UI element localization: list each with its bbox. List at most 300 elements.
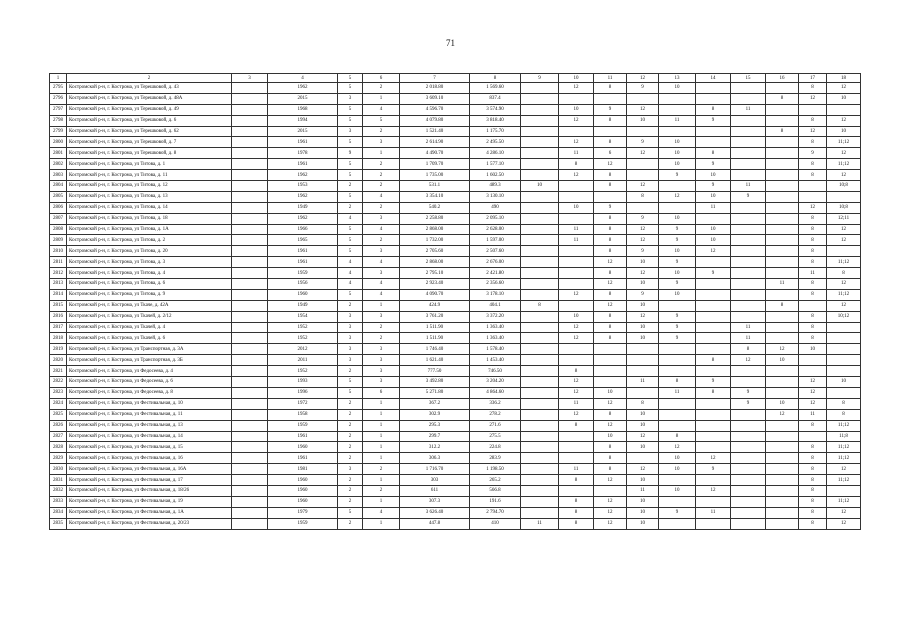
table-cell: 10 bbox=[659, 289, 696, 300]
table-cell bbox=[594, 191, 627, 202]
table-cell: 5 bbox=[338, 507, 363, 518]
table-cell: 12 bbox=[827, 300, 861, 311]
table-cell: 12 bbox=[627, 224, 659, 235]
table-cell: 9 bbox=[659, 507, 696, 518]
table-cell bbox=[232, 377, 268, 388]
table-cell: 12 bbox=[827, 464, 861, 475]
row-number-cell: 2831 bbox=[50, 475, 67, 486]
table-cell: 12;11 bbox=[827, 213, 861, 224]
table-cell: 8 bbox=[799, 83, 827, 94]
table-cell: 11 bbox=[799, 268, 827, 279]
table-row bbox=[50, 93, 861, 104]
table-cell bbox=[559, 257, 594, 268]
table-row bbox=[50, 224, 861, 235]
table-cell bbox=[521, 235, 559, 246]
table-cell: 10 bbox=[594, 387, 627, 398]
address-cell: Костромской р-н, г. Кострома, ул Фестивальная, д. 10 bbox=[67, 398, 232, 409]
table-cell: 8 bbox=[594, 464, 627, 475]
table-cell: 3 bbox=[363, 268, 400, 279]
table-cell bbox=[799, 355, 827, 366]
table-cell: 11 bbox=[766, 279, 799, 290]
table-cell: 8 bbox=[594, 268, 627, 279]
table-cell: 3 bbox=[338, 126, 363, 137]
table-cell: 8 bbox=[594, 322, 627, 333]
table-cell bbox=[232, 420, 268, 431]
table-cell bbox=[659, 93, 696, 104]
table-cell: 1 453.40 bbox=[470, 355, 521, 366]
table-cell: 4 bbox=[363, 191, 400, 202]
table-cell bbox=[827, 191, 861, 202]
address-cell: Костромской р-н, г. Кострома, ул Терешковой, д. 62 bbox=[67, 126, 232, 137]
table-cell: 8 bbox=[799, 518, 827, 529]
table-cell bbox=[766, 442, 799, 453]
table-cell: 3 761.20 bbox=[400, 311, 470, 322]
table-cell: 1961 bbox=[268, 453, 338, 464]
address-cell: Костромской р-н, г. Кострома, ул Ткаче, д. 42А bbox=[67, 300, 232, 311]
table-cell: 1968 bbox=[268, 104, 338, 115]
row-number-cell: 2810 bbox=[50, 246, 67, 257]
table-cell: 1966 bbox=[268, 224, 338, 235]
table-cell: 11;8 bbox=[827, 431, 861, 442]
table-cell: 3 bbox=[363, 377, 400, 388]
table-cell: 1 621.40 bbox=[400, 355, 470, 366]
table-cell bbox=[696, 83, 731, 94]
table-cell: 5 271.80 bbox=[400, 387, 470, 398]
row-number-cell: 2813 bbox=[50, 279, 67, 290]
column-header: 12 bbox=[627, 74, 659, 83]
table-cell: 10 bbox=[594, 431, 627, 442]
table-cell: 404.1 bbox=[470, 300, 521, 311]
address-cell: Костромской р-н, г. Кострома, ул Титова, д. 4 bbox=[67, 268, 232, 279]
table-row bbox=[50, 387, 861, 398]
table-cell: 2 795.10 bbox=[400, 268, 470, 279]
table-cell: 10 bbox=[521, 181, 559, 192]
row-number-cell: 2800 bbox=[50, 137, 67, 148]
table-cell bbox=[232, 366, 268, 377]
table-row bbox=[50, 420, 861, 431]
table-cell bbox=[232, 344, 268, 355]
table-cell: 1 735.00 bbox=[400, 170, 470, 181]
table-cell: 10 bbox=[559, 202, 594, 213]
table-cell: 410 bbox=[470, 518, 521, 529]
table-cell bbox=[521, 268, 559, 279]
table-cell: 8 bbox=[594, 235, 627, 246]
table-cell: 278.2 bbox=[470, 409, 521, 420]
table-cell: 191.6 bbox=[470, 496, 521, 507]
table-cell bbox=[696, 518, 731, 529]
table-cell: 8 bbox=[521, 300, 559, 311]
table-cell: 2 bbox=[363, 322, 400, 333]
table-cell bbox=[232, 311, 268, 322]
table-cell: 12 bbox=[827, 224, 861, 235]
column-header: 16 bbox=[766, 74, 799, 83]
table-cell bbox=[731, 442, 766, 453]
table-cell: 1 511.90 bbox=[400, 333, 470, 344]
table-cell bbox=[627, 355, 659, 366]
table-cell bbox=[731, 148, 766, 159]
table-cell: 3 bbox=[363, 213, 400, 224]
table-cell: 3 204.20 bbox=[470, 377, 521, 388]
table-cell: 2015 bbox=[268, 93, 338, 104]
table-cell: 10;8 bbox=[827, 202, 861, 213]
table-cell bbox=[659, 300, 696, 311]
table-cell bbox=[232, 387, 268, 398]
table-cell bbox=[731, 257, 766, 268]
table-cell: 5 bbox=[338, 115, 363, 126]
table-cell bbox=[232, 300, 268, 311]
table-cell: 3 bbox=[338, 333, 363, 344]
table-cell: 2 018.80 bbox=[400, 83, 470, 94]
column-header: 13 bbox=[659, 74, 696, 83]
table-cell: 12 bbox=[594, 398, 627, 409]
table-cell bbox=[731, 159, 766, 170]
row-number-cell: 2820 bbox=[50, 355, 67, 366]
table-cell: 746.50 bbox=[470, 366, 521, 377]
table-cell: 10 bbox=[627, 507, 659, 518]
table-cell: 10 bbox=[659, 268, 696, 279]
table-row bbox=[50, 355, 861, 366]
table-row bbox=[50, 398, 861, 409]
table-row bbox=[50, 159, 861, 170]
table-cell: 283.9 bbox=[470, 453, 521, 464]
table-cell: 1961 bbox=[268, 159, 338, 170]
table-cell bbox=[594, 485, 627, 496]
table-cell: 11 bbox=[521, 518, 559, 529]
table-cell bbox=[232, 83, 268, 94]
table-cell: 8 bbox=[799, 333, 827, 344]
table-cell: 1 511.90 bbox=[400, 322, 470, 333]
table-cell: 3 bbox=[338, 322, 363, 333]
table-cell: 5 bbox=[338, 83, 363, 94]
table-cell: 8 bbox=[799, 257, 827, 268]
table-cell: 2 bbox=[338, 366, 363, 377]
table-cell: 4 bbox=[338, 213, 363, 224]
table-cell: 2 bbox=[338, 409, 363, 420]
table-cell: 8 bbox=[799, 224, 827, 235]
table-cell: 1961 bbox=[268, 257, 338, 268]
address-cell: Костромской р-н, г. Кострома, ул Ткачей, д. 2/12 bbox=[67, 311, 232, 322]
table-cell: 12 bbox=[559, 333, 594, 344]
column-header: 15 bbox=[731, 74, 766, 83]
table-cell: 12 bbox=[559, 377, 594, 388]
table-cell: 1954 bbox=[268, 311, 338, 322]
table-cell: 10 bbox=[659, 83, 696, 94]
address-cell: Костромской р-н, г. Кострома, ул Титова, д. 2 bbox=[67, 235, 232, 246]
table-cell bbox=[766, 453, 799, 464]
column-header: 18 bbox=[827, 74, 861, 83]
table-cell: 8 bbox=[766, 93, 799, 104]
table-cell bbox=[232, 475, 268, 486]
table-cell: 10 bbox=[659, 148, 696, 159]
address-cell: Костромской р-н, г. Кострома, ул Ткачей, д. 6 bbox=[67, 333, 232, 344]
table-cell: 3 bbox=[363, 355, 400, 366]
table-cell: 8 bbox=[594, 246, 627, 257]
table-cell bbox=[827, 485, 861, 496]
table-cell: 2 794.70 bbox=[470, 507, 521, 518]
address-cell: Костромской р-н, г. Кострома, ул Фестивальная, д. 18/26 bbox=[67, 485, 232, 496]
table-row bbox=[50, 377, 861, 388]
table-cell bbox=[521, 464, 559, 475]
table-cell: 10 bbox=[827, 126, 861, 137]
table-cell: 1953 bbox=[268, 181, 338, 192]
table-cell bbox=[696, 409, 731, 420]
table-cell: 12 bbox=[594, 518, 627, 529]
table-cell: 11 bbox=[731, 181, 766, 192]
table-cell bbox=[696, 311, 731, 322]
table-cell: 2 bbox=[363, 464, 400, 475]
row-number-cell: 2804 bbox=[50, 181, 67, 192]
table-cell: 8 bbox=[627, 191, 659, 202]
table-cell: 8 bbox=[594, 115, 627, 126]
table-cell bbox=[627, 202, 659, 213]
address-cell: Костромской р-н, г. Кострома, ул Титова, д. 11 bbox=[67, 170, 232, 181]
table-cell: 8 bbox=[594, 137, 627, 148]
table-cell: 8 bbox=[827, 268, 861, 279]
table-cell: 8 bbox=[799, 507, 827, 518]
table-cell bbox=[696, 93, 731, 104]
table-cell bbox=[521, 507, 559, 518]
table-cell bbox=[766, 202, 799, 213]
table-cell bbox=[696, 442, 731, 453]
table-cell bbox=[521, 104, 559, 115]
table-cell: 9 bbox=[627, 83, 659, 94]
table-cell bbox=[731, 93, 766, 104]
table-cell bbox=[731, 213, 766, 224]
table-cell bbox=[521, 115, 559, 126]
table-cell: 1996 bbox=[268, 387, 338, 398]
table-cell: 224.8 bbox=[470, 442, 521, 453]
table-cell: 2 495.50 bbox=[470, 137, 521, 148]
table-cell: 2 bbox=[338, 181, 363, 192]
table-cell bbox=[731, 126, 766, 137]
table-cell bbox=[521, 246, 559, 257]
table-cell: 5 bbox=[338, 246, 363, 257]
table-cell: 8 bbox=[799, 464, 827, 475]
table-cell: 1 602.50 bbox=[470, 170, 521, 181]
table-cell: 12 bbox=[594, 279, 627, 290]
table-cell: 11;12 bbox=[827, 496, 861, 507]
table-cell bbox=[559, 246, 594, 257]
table-cell bbox=[627, 453, 659, 464]
table-cell: 10 bbox=[559, 311, 594, 322]
table-cell: 8 bbox=[799, 279, 827, 290]
table-cell: 12 bbox=[594, 420, 627, 431]
table-cell bbox=[696, 279, 731, 290]
table-cell: 2 bbox=[338, 398, 363, 409]
table-cell: 2 bbox=[363, 235, 400, 246]
table-cell: 2 bbox=[338, 420, 363, 431]
table-cell: 1961 bbox=[268, 431, 338, 442]
table-cell: 9 bbox=[731, 387, 766, 398]
table-cell: 2011 bbox=[268, 355, 338, 366]
table-cell: 8 bbox=[594, 409, 627, 420]
table-cell: 5 bbox=[338, 104, 363, 115]
table-cell: 9 bbox=[696, 181, 731, 192]
table-row bbox=[50, 453, 861, 464]
table-row bbox=[50, 475, 861, 486]
table-cell: 4 bbox=[363, 104, 400, 115]
table-cell bbox=[766, 387, 799, 398]
table-cell: 8 bbox=[594, 170, 627, 181]
table-cell: 2 356.60 bbox=[470, 279, 521, 290]
table-cell bbox=[521, 279, 559, 290]
row-number-cell: 2835 bbox=[50, 518, 67, 529]
table-cell: 424.9 bbox=[400, 300, 470, 311]
table-cell: 5 bbox=[338, 224, 363, 235]
table-cell: 8 bbox=[594, 181, 627, 192]
table-cell bbox=[232, 93, 268, 104]
table-row bbox=[50, 322, 861, 333]
table-cell bbox=[766, 377, 799, 388]
table-row bbox=[50, 289, 861, 300]
table-cell bbox=[521, 475, 559, 486]
table-cell bbox=[731, 300, 766, 311]
table-row bbox=[50, 333, 861, 344]
table-row bbox=[50, 126, 861, 137]
table-cell: 1961 bbox=[268, 246, 338, 257]
table-cell bbox=[232, 170, 268, 181]
table-cell: 8 bbox=[659, 431, 696, 442]
table-cell: 12 bbox=[799, 398, 827, 409]
table-cell bbox=[731, 246, 766, 257]
table-cell bbox=[659, 420, 696, 431]
table-cell bbox=[521, 377, 559, 388]
table-cell bbox=[232, 507, 268, 518]
table-cell bbox=[766, 159, 799, 170]
table-cell: 2 bbox=[338, 518, 363, 529]
table-cell: 9 bbox=[659, 170, 696, 181]
table-cell: 12 bbox=[659, 191, 696, 202]
table-cell: 12 bbox=[594, 159, 627, 170]
row-number-cell: 2834 bbox=[50, 507, 67, 518]
table-cell: 12 bbox=[799, 202, 827, 213]
column-header: 1 bbox=[50, 74, 67, 83]
table-row bbox=[50, 518, 861, 529]
address-cell: Костромской р-н, г. Кострома, ул Титова, д. 14 bbox=[67, 202, 232, 213]
column-header: 5 bbox=[338, 74, 363, 83]
table-cell bbox=[559, 344, 594, 355]
table-row bbox=[50, 202, 861, 213]
table-cell bbox=[799, 300, 827, 311]
table-cell: 11 bbox=[696, 507, 731, 518]
table-cell: 2 705.60 bbox=[400, 246, 470, 257]
table-cell bbox=[766, 115, 799, 126]
table-cell: 490 bbox=[470, 202, 521, 213]
table-cell: 2 bbox=[363, 181, 400, 192]
table-cell: 8 bbox=[594, 453, 627, 464]
row-number-cell: 2814 bbox=[50, 289, 67, 300]
table-cell bbox=[594, 377, 627, 388]
table-cell: 12 bbox=[827, 115, 861, 126]
table-cell: 1960 bbox=[268, 475, 338, 486]
table-cell: 8 bbox=[559, 475, 594, 486]
table-cell bbox=[594, 93, 627, 104]
address-cell: Костромской р-н, г. Кострома, ул Фестивальная, д. 20/23 bbox=[67, 518, 232, 529]
table-cell: 11;12 bbox=[827, 289, 861, 300]
table-cell: 5 bbox=[338, 137, 363, 148]
table-cell: 2 507.60 bbox=[470, 246, 521, 257]
row-number-cell: 2827 bbox=[50, 431, 67, 442]
table-cell: 3 bbox=[338, 355, 363, 366]
table-cell bbox=[521, 355, 559, 366]
table-cell bbox=[696, 420, 731, 431]
table-cell: 1 198.50 bbox=[470, 464, 521, 475]
table-cell bbox=[766, 148, 799, 159]
table-cell: 11;12 bbox=[827, 420, 861, 431]
table-cell bbox=[799, 104, 827, 115]
column-header: 17 bbox=[799, 74, 827, 83]
table-cell bbox=[232, 409, 268, 420]
table-cell: 8 bbox=[659, 377, 696, 388]
table-cell bbox=[731, 496, 766, 507]
table-cell bbox=[731, 475, 766, 486]
table-cell bbox=[232, 104, 268, 115]
table-cell: 10 bbox=[627, 300, 659, 311]
table-cell bbox=[696, 344, 731, 355]
table-cell bbox=[232, 355, 268, 366]
row-number-cell: 2795 bbox=[50, 83, 67, 94]
table-cell bbox=[232, 333, 268, 344]
table-cell: 4 bbox=[363, 507, 400, 518]
table-cell: 9 bbox=[696, 377, 731, 388]
table-cell: 9 bbox=[659, 224, 696, 235]
table-cell bbox=[766, 170, 799, 181]
row-number-cell: 2802 bbox=[50, 159, 67, 170]
table-cell: 11;12 bbox=[827, 159, 861, 170]
table-cell: 5 bbox=[338, 191, 363, 202]
table-cell: 10 bbox=[627, 496, 659, 507]
table-cell: 12 bbox=[627, 235, 659, 246]
table-cell: 1 363.40 bbox=[470, 322, 521, 333]
row-number-cell: 2809 bbox=[50, 235, 67, 246]
table-row bbox=[50, 366, 861, 377]
table-cell: 1965 bbox=[268, 235, 338, 246]
table-row bbox=[50, 148, 861, 159]
table-cell: 2 614.90 bbox=[400, 137, 470, 148]
table-cell: 1952 bbox=[268, 322, 338, 333]
table-cell bbox=[799, 431, 827, 442]
table-cell: 4 bbox=[363, 289, 400, 300]
table-cell bbox=[521, 311, 559, 322]
table-cell bbox=[232, 464, 268, 475]
table-cell bbox=[232, 257, 268, 268]
table-cell: 8 bbox=[799, 159, 827, 170]
table-cell: 1994 bbox=[268, 115, 338, 126]
address-cell: Костромской р-н, г. Кострома, ул Фестивальная, д. 14 bbox=[67, 431, 232, 442]
table-cell bbox=[232, 246, 268, 257]
table-cell: 11;12 bbox=[827, 475, 861, 486]
table-row bbox=[50, 104, 861, 115]
table-cell: 10 bbox=[627, 322, 659, 333]
table-cell: 3 178.10 bbox=[470, 289, 521, 300]
table-cell: 271.6 bbox=[470, 420, 521, 431]
table-cell: 1 bbox=[363, 420, 400, 431]
address-cell: Костромской р-н, г. Кострома, ул Титова, д. 6 bbox=[67, 279, 232, 290]
table-cell: 299.7 bbox=[400, 431, 470, 442]
table-cell bbox=[232, 496, 268, 507]
table-cell: 9 bbox=[799, 148, 827, 159]
table-cell: 8 bbox=[799, 115, 827, 126]
table-cell bbox=[696, 431, 731, 442]
table-row bbox=[50, 409, 861, 420]
table-cell bbox=[232, 518, 268, 529]
table-cell: 2 421.80 bbox=[470, 268, 521, 279]
table-cell: 1 597.00 bbox=[470, 235, 521, 246]
table-cell: 9 bbox=[696, 159, 731, 170]
address-cell: Костромской р-н, г. Кострома, ул Терешковой, д. 48А bbox=[67, 93, 232, 104]
table-cell bbox=[232, 126, 268, 137]
table-cell bbox=[232, 115, 268, 126]
